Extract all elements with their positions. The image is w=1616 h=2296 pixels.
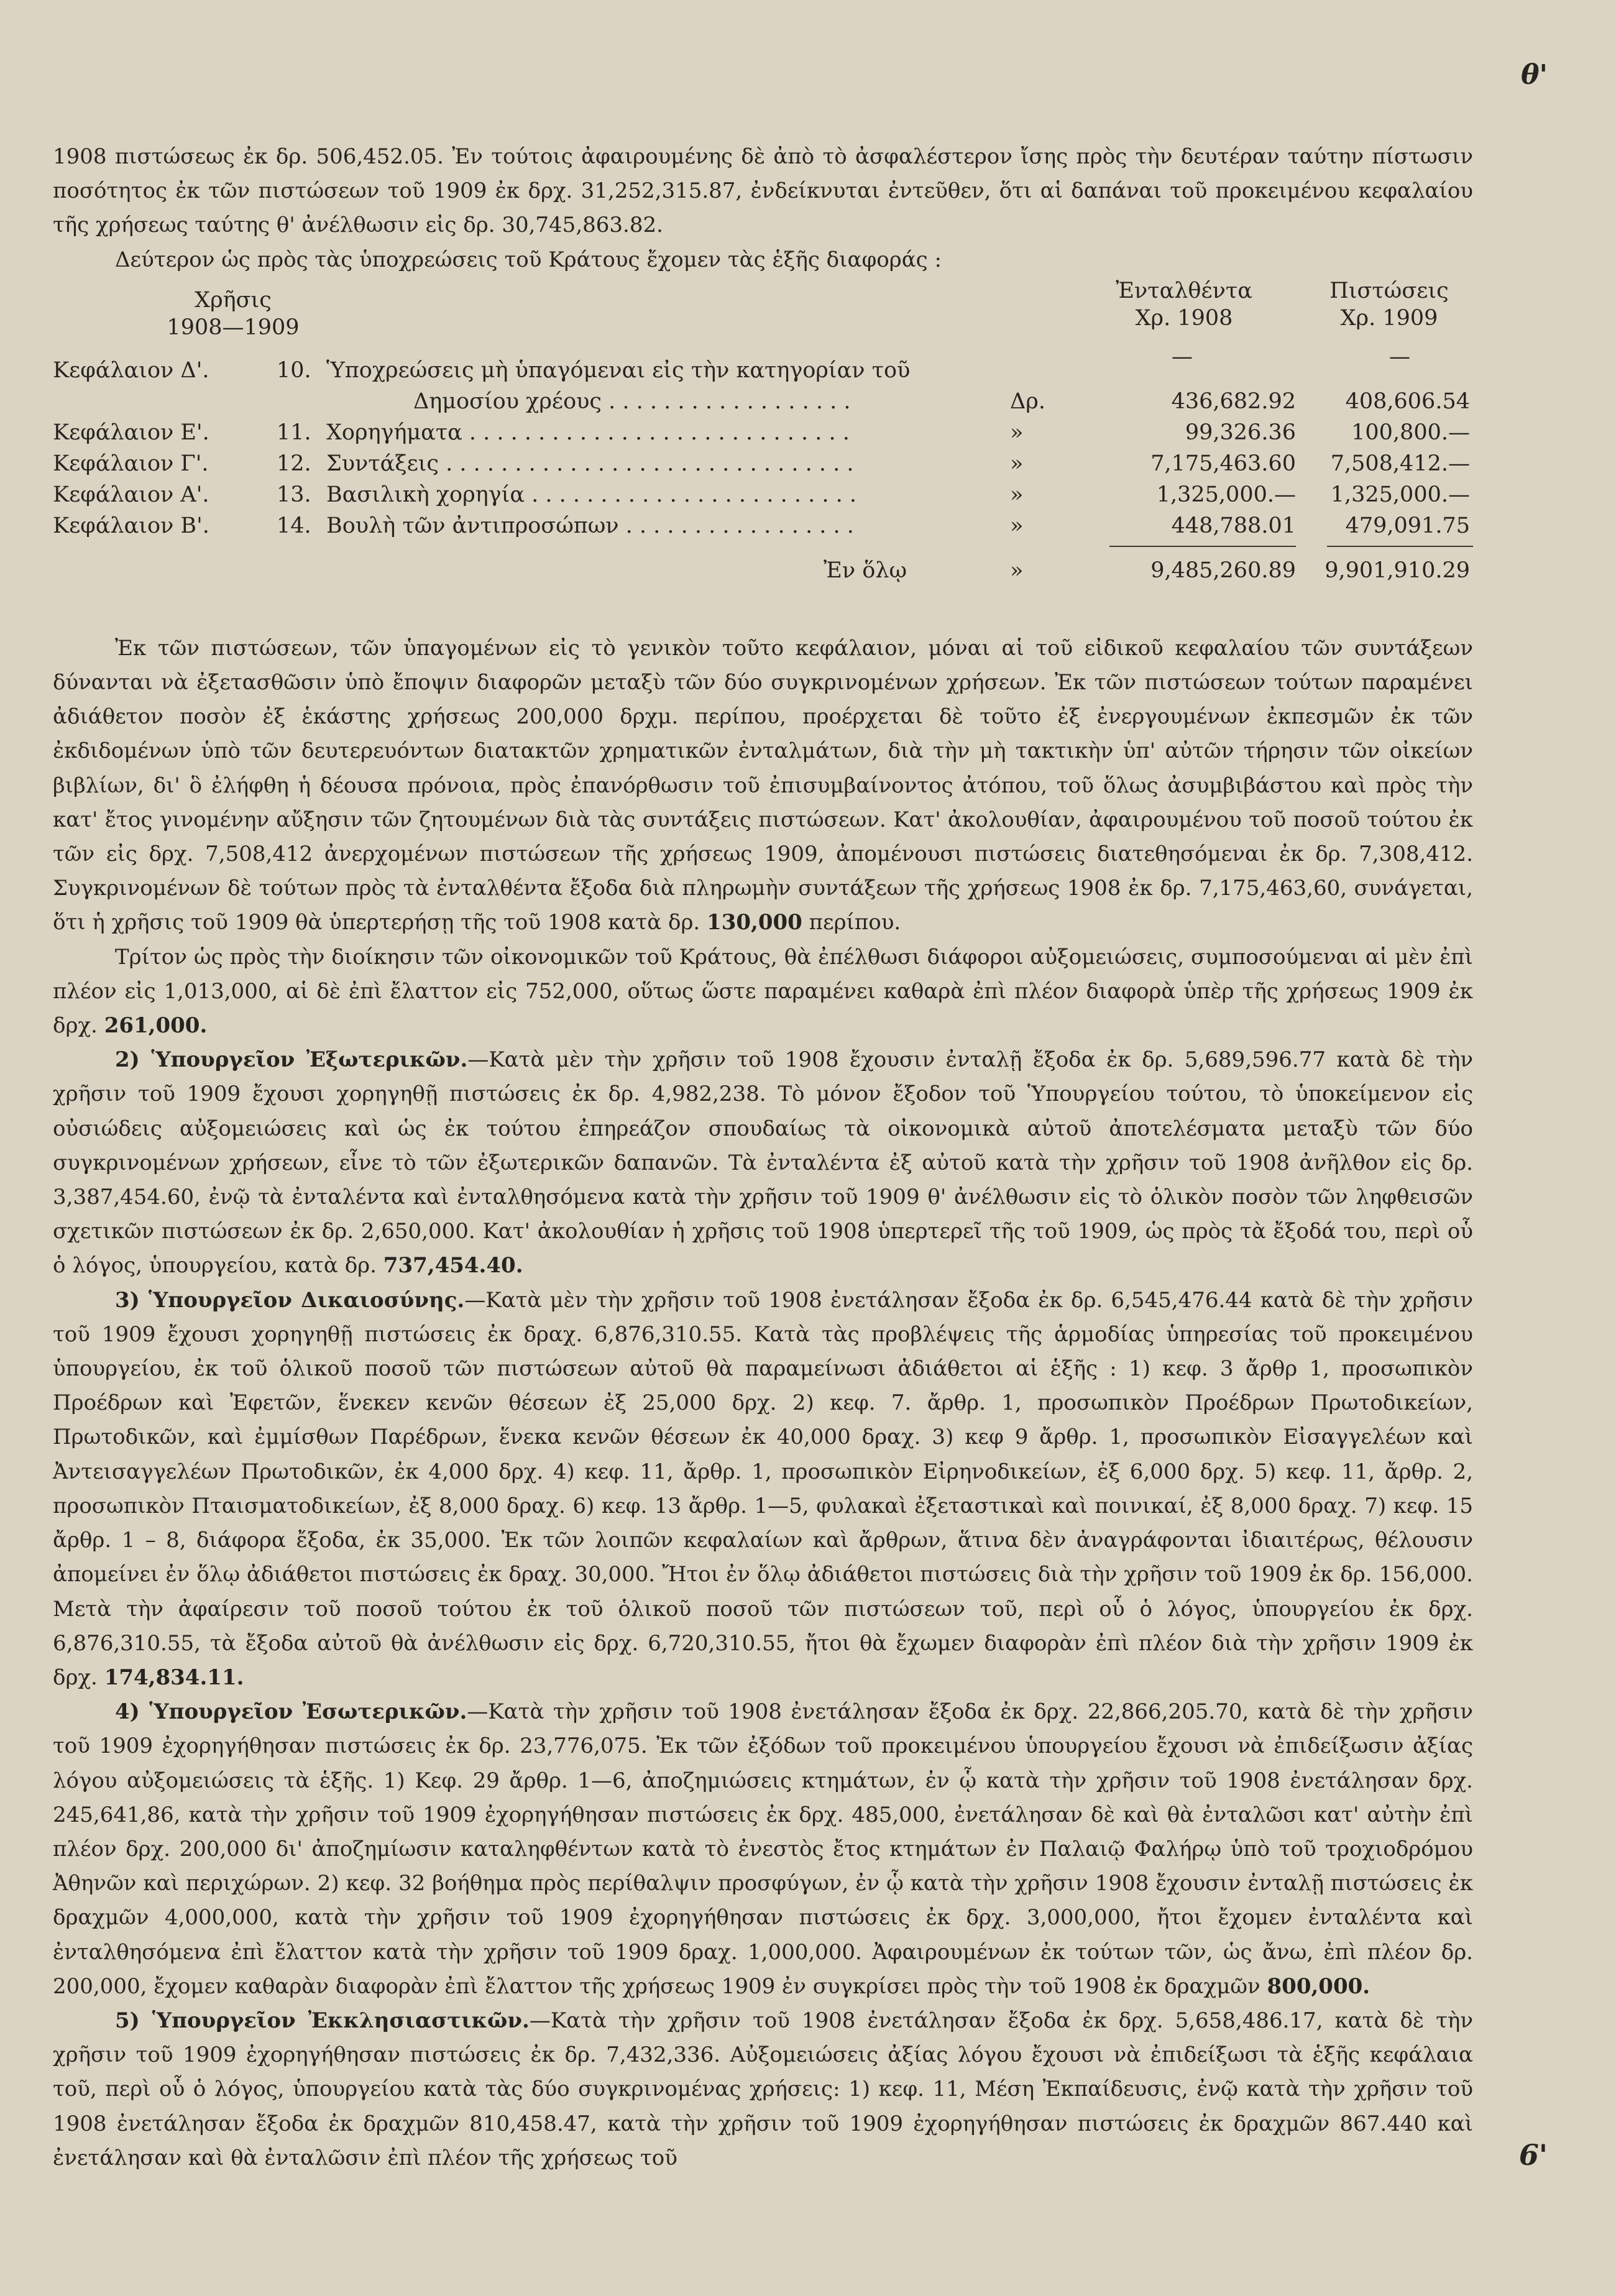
foreign-ministry-paragraph xyxy=(53,1043,1473,1283)
row-value-1909: 408,606.54 xyxy=(1345,388,1470,414)
table-row xyxy=(53,513,1473,544)
row-value-1909: 479,091.75 xyxy=(1345,513,1470,538)
table-head-col2 xyxy=(1302,277,1476,332)
table-row xyxy=(53,389,1473,420)
row-chapter: Κεφάλαιον Ε'. xyxy=(53,420,209,445)
church-ministry-text: —Κατὰ τὴν χρῆσιν τοῦ 1908 ἐνετάλησαν ἔξοδα ἐκ δρχ. 5,658,486.17, κατὰ δὲ τὴν χρῆσιν τοῦ 1909 ἐχορηγήθησαν πιστώσεις ἐκ δρ. 7,432,336. Αὐξομειώσεις ἀξίας λόγου ἔχουσι νὰ ἐπιδείξωσι τὰ ἑξῆς κεφάλαια τοῦ, περὶ οὗ ὁ λόγος, ὑπουργείου κατὰ τὰς δύο συγκρινομένας χρήσεις: 1) κεφ. 11, Μέση Ἐκπαίδευσις, ἐνῷ κατὰ τὴν χρῆσιν τοῦ 1908 ἐνετάλησαν ἔξοδα ἐκ δραχμῶν 810,458.47, κατὰ τὴν χρῆσιν τοῦ 1909 ἐχορηγήθησαν πιστώσεις ἐκ δραχμῶν 867.440 καὶ ἐνετάλησαν καὶ θὰ ἐνταλῶσιν ἐπὶ πλέον τῆς χρήσεως τοῦ xyxy=(53,2008,1473,2170)
table-sum-rule-1909 xyxy=(1327,546,1473,547)
table-sum-rule-1908 xyxy=(1109,546,1296,547)
interior-ministry-paragraph xyxy=(53,1695,1473,2004)
row-label: Βουλὴ τῶν ἀντιπροσώπων . . . . . . . . . . . . . . . . . xyxy=(326,513,854,538)
table-total-row xyxy=(53,558,1473,589)
table-head-col1 xyxy=(1072,277,1296,332)
row-value-1909: 7,508,412.— xyxy=(1330,451,1470,476)
row-value-1908: 1,325,000.— xyxy=(1156,482,1296,507)
finance-text: Τρίτον ὡς πρὸς τὴν διοίκησιν τῶν οἰκονομικῶν τοῦ Κράτους, θὰ ἐπέλθωσι διάφοροι αὐξομειώσεις, συμποσούμεναι αἱ μὲν ἐπὶ πλέον εἰς 1,013,000, αἱ δὲ ἐπὶ ἔλαττον εἰς 752,000, οὕτως ὥστε παραμένει καθαρὰ ἐπὶ πλέον διαφορὰ ὑπὲρ τῆς χρήσεως 1909 ἐκ δρχ. xyxy=(53,944,1473,1039)
justice-ministry-text: —Κατὰ μὲν τὴν χρῆσιν τοῦ 1908 ἐνετάλησαν ἔξοδα ἐκ δρ. 6,545,476.44 κατὰ δὲ τὴν χρῆσιν τοῦ 1909 ἔχουσι χορηγηθῇ πιστώσεις ἐκ δραχ. 6,876,310.55. Κατὰ τὰς προβλέψεις τῆς ἁρμοδίας ὑπηρεσίας τοῦ προκειμένου ὑπουργείου, ἐκ τοῦ ὁλικοῦ ποσοῦ τῶν πιστώσεων αὐτοῦ θὰ παραμείνωσι ἀδιάθετοι αἱ ἑξῆς : 1) κεφ. 3 ἄρθρ 1, προσωπικὸν Προέδρων καὶ Ἐφετῶν, ἕνεκεν κενῶν θέσεων ἐξ 25,000 δρχ. 2) κεφ. 7. ἄρθρ. 1, προσωπικὸν Προέδρων Πρωτοδικείων, Πρωτοδικῶν, καὶ ἐμμίσθων Παρέδρων, ἕνεκα κενῶν θέσεων ἐκ 40,000 δραχ. 3) κεφ 9 ἄρθρ. 1, προσωπικὸν Εἰσαγγελέων καὶ Ἀντεισαγγελέων Πρωτοδικῶν, ἐκ 4,000 δρχ. 4) κεφ. 11, ἄρθρ. 1, προσωπικὸν Εἰρηνοδικείων, ἐξ 6,000 δρχ. 5) κεφ. 11, ἄρθρ. 2, προσωπικὸν Πταισματοδικείων, ἐξ 8,000 δραχ. 6) κεφ. 13 ἄρθρ. 1—5, φυλακαὶ ἐξεταστικαὶ καὶ ποινικαί, ἐξ 8,000 δραχ. 7) κεφ. 15 ἄρθρ. 1 – 8, διάφορα ἔξοδα, ἐκ 35,000. Ἐκ τῶν λοιπῶν κεφαλαίων καὶ ἄρθρων, ἅτινα δὲν ἀναγράφονται ἰδιαιτέρως, θέλουσιν ἀπομείνει ἐν ὅλῳ ἀδιάθετοι πιστώσεις ἐκ δραχ. 30,000. Ἤτοι ἐν ὅλῳ ἀδιάθετοι πιστώσεις διὰ τὴν χρῆσιν τοῦ 1909 ἐκ δρ. 156,000. Μετὰ τὴν ἀφαίρεσιν τοῦ ποσοῦ τούτου ἐκ τοῦ ὁλικοῦ ποσοῦ τῶν πιστώσεων τοῦ, περὶ οὗ ὁ λόγος, ὑπουργείου ἐκ δρχ. 6,876,310.55, τὰ ἔξοδα αὐτοῦ θὰ ἀνέλθωσιν εἰς δρχ. 6,720,310.55, ἤτοι θὰ ἔχωμεν διαφορὰν ἐπὶ πλέον διὰ τὴν χρῆσιν 1909 ἐκ δρχ. xyxy=(53,1287,1474,1690)
row-label: Βασιλικὴ χορηγία . . . . . . . . . . . . . . . . . . . . . . . . xyxy=(326,482,856,507)
row-currency: » xyxy=(1010,451,1024,476)
table-head-year-range: 1908—1909 xyxy=(167,315,300,340)
row-label: Ὑποχρεώσεις μὴ ὑπαγόμεναι εἰς τὴν κατηγορίαν τοῦ xyxy=(326,357,911,383)
interior-ministry-amount: 800,000. xyxy=(1267,1973,1370,1999)
church-ministry-heading: 5) Ὑπουργεῖον Ἐκκλησιαστικῶν. xyxy=(115,2008,530,2033)
row-number: 14. xyxy=(277,513,311,538)
total-label: Ἐν ὅλῳ xyxy=(824,558,907,583)
table-row xyxy=(53,451,1473,482)
table-head-col1-label: Ἐνταλθέντα xyxy=(1116,278,1252,303)
row-value-1909: 100,800.— xyxy=(1351,420,1470,445)
pensions-text: Ἐκ τῶν πιστώσεων, τῶν ὑπαγομένων εἰς τὸ γενικὸν τοῦτο κεφάλαιον, μόναι αἱ τοῦ εἰδικοῦ κεφαλαίου τῶν συντάξεων δύνανται νὰ ἐξετασθῶσιν ὑπὸ ἔποψιν διαφορῶν μεταξὺ τῶν δύο συγκρινομένων χρήσεων. Ἐκ τῶν πιστώσεων τούτων παραμένει ἀδιάθετον ποσὸν ἐξ ἑκάστης χρήσεως 200,000 δρχμ. περίπου, προέρχεται δὲ τοῦτο ἐξ ἐνεργουμένων ἐκπεσμῶν ἐκ τῶν ἐκδιδομένων ὑπὸ τῶν δευτερευόντων διατακτῶν χρηματικῶν ἐνταλμάτων, διὰ τὴν μὴ τακτικὴν ὑπ' αὐτῶν τήρησιν τῶν οἰκείων βιβλίων, δι' ὃ ἐλήφθη ἡ δέουσα πρόνοια, πρὸς ἐπανόρθωσιν τοῦ ἐπισυμβαίνοντος ἀτόπου, τοῦ ὅλως ἀσυμβιβάστου καὶ πρὸς τὴν κατ' ἔτος γινομένην αὔξησιν τῶν ζητουμένων διὰ τὰς συντάξεις πιστώσεων. Κατ' ἀκολουθίαν, ἀφαιρουμένου τοῦ ποσοῦ τούτου ἐκ τῶν εἰς δρχ. 7,508,412 ἀνερχομένων πιστώσεων τῆς χρήσεως 1909, ἀπομένουσι πιστώσεις διατεθησόμεναι ἐκ δρ. 7,308,412. Συγκρινομένων δὲ τούτων πρὸς τὰ ἐνταλθέντα ἔξοδα διὰ πληρωμὴν συντάξεων τῆς χρήσεως 1908 ἐκ δρ. 7,175,463,60, συνάγεται, ὅτι ἡ χρῆσις τοῦ 1909 θὰ ὑπερτερήσῃ τῆς τοῦ 1908 κατὰ δρ. xyxy=(53,635,1473,935)
foreign-ministry-heading: 2) Ὑπουργεῖον Ἐξωτερικῶν. xyxy=(115,1047,468,1073)
foreign-ministry-text: —Κατὰ μὲν τὴν χρῆσιν τοῦ 1908 ἔχουσιν ἐνταλῇ ἔξοδα ἐκ δρ. 5,689,596.77 κατὰ δὲ τὴν χρῆσιν τοῦ 1909 ἔχουσι χορηγηθῇ πιστώσεις ἐκ δρ. 4,982,238. Τὸ μόνον ἔξοδον τοῦ Ὑπουργείου τούτου, τὸ ὑποκείμενον εἰς οὐσιώδεις αὐξομειώσεις καὶ ὡς ἐκ τούτου ἐπηρεάζον σπουδαίως τὰ οἰκονομικὰ αὐτοῦ ἀποτελέσματα μεταξὺ τῶν δύο συγκρινομένων χρήσεων, εἶνε τὸ τῶν ἐξωτερικῶν δαπανῶν. Τὰ ἐνταλέντα ἐξ αὐτοῦ κατὰ τὴν χρῆσιν τοῦ 1908 ἀνῆλθον εἰς δρ. 3,387,454.60, ἐνῷ τὰ ἐνταλέντα καὶ ἐνταλθησόμενα κατὰ τὴν χρῆσιν τοῦ 1909 θ' ἀνέλθωσιν εἰς τὸ ὁλικὸν ποσὸν τῶν ληφθεισῶν σχετικῶν πιστώσεων ἐκ δρ. 2,650,000. Κατ' ἀκολουθίαν ἡ χρῆσις τοῦ 1908 ὑπερτερεῖ τῆς τοῦ 1909, ὡς πρὸς τὰ ἔξοδά του, περὶ οὗ ὁ λόγος, ὑπουργείου, κατὰ δρ. xyxy=(53,1047,1473,1279)
row-number: 13. xyxy=(277,482,311,507)
row-number: 10. xyxy=(277,357,311,383)
table-head-col2-year: Χρ. 1909 xyxy=(1340,305,1438,331)
row-currency: Δρ. xyxy=(1010,388,1045,414)
row-value-1908: 7,175,463.60 xyxy=(1150,451,1296,476)
row-value-1908: 99,326.36 xyxy=(1185,420,1296,445)
row-currency: » xyxy=(1010,420,1024,445)
row-label: Συντάξεις . . . . . . . . . . . . . . . . . . . . . . . . . . . . . . xyxy=(326,451,854,476)
row-value-1909: 1,325,000.— xyxy=(1330,482,1470,507)
row-number: 11. xyxy=(277,420,311,445)
intro-paragraph: 1908 πιστώσεως ἐκ δρ. 506,452.05. Ἐν τούτοις ἀφαιρουμένης δὲ ἀπὸ τὸ ἀσφαλέστερον ἴσης πρὸς τὴν δευτέραν ταύτην πίστωσιν ποσότητος ἐκ τῶν πιστώσεων τοῦ 1909 ἐκ δρχ. 31,252,315.87, ἐνδείκνυται ἐντεῦθεν, ὅτι αἱ δαπάναι τοῦ προκειμένου κεφαλαίου τῆς χρήσεως ταύτης θ' ἀνέλθωσιν εἰς δρ. 30,745,863.82. xyxy=(53,144,1473,238)
table-head-year xyxy=(90,287,376,341)
table-row xyxy=(53,482,1473,513)
liabilities-intro: Δεύτερον ὡς πρὸς τὰς ὑποχρεώσεις τοῦ Κράτους ἔχομεν τὰς ἑξῆς διαφοράς : xyxy=(115,247,942,272)
page-folio-top: θ' xyxy=(1521,59,1548,91)
pensions-paragraph xyxy=(53,631,1473,940)
table-dash-col1: — xyxy=(1172,344,1193,369)
justice-ministry-heading: 3) Ὑπουργεῖον Δικαιοσύνης. xyxy=(115,1287,465,1313)
table-head-year-label: Χρῆσις xyxy=(195,287,272,313)
row-currency: » xyxy=(1010,513,1024,538)
pensions-tail: περίπου. xyxy=(809,910,901,935)
document-body xyxy=(53,140,1473,2175)
row-currency: » xyxy=(1010,482,1024,507)
foreign-ministry-amount: 737,454.40. xyxy=(383,1253,523,1279)
row-value-1908: 436,682.92 xyxy=(1171,388,1296,414)
church-ministry-paragraph xyxy=(53,2004,1473,2175)
interior-ministry-text: —Κατὰ τὴν χρῆσιν τοῦ 1908 ἐνετάλησαν ἔξοδα ἐκ δρχ. 22,866,205.70, κατὰ δὲ τὴν χρῆσιν τοῦ 1909 ἐχορηγήθησαν πιστώσεις ἐκ δρ. 23,776,075. Ἐκ τῶν ἐξόδων τοῦ προκειμένου ὑπουργείου ἔχουσι νὰ ἐπιδείξωσιν ἀξίας λόγου αὐξομειώσεις τὰ ἑξῆς. 1) Κεφ. 29 ἄρθρ. 1—6, ἀποζημιώσεις κτημάτων, ἐν ᾧ κατὰ τὴν χρῆσιν τοῦ 1908 ἐνετάλησαν δρχ. 245,641,86, κατὰ τὴν χρῆσιν τοῦ 1909 ἐχορηγήθησαν πιστώσεις ἐκ δρχ. 485,000, ἐνετάλησαν δὲ καὶ θὰ ἐνταλῶσι κατ' αὐτὴν ἐπὶ πλέον δρχ. 200,000 δι' ἀποζημίωσιν καταληφθέντων κατὰ τὸ ἐνεστὸς ἔτος κτημάτων ἐν Παλαιῷ Φαλήρῳ ὑπὸ τοῦ τροχιοδρόμου Ἀθηνῶν καὶ περιχώρων. 2) κεφ. 32 βοήθημα πρὸς περίθαλψιν προσφύγων, ἐν ᾧ κατὰ τὴν χρῆσιν 1908 ἔχουσιν ἐνταλῇ πιστώσεις ἐκ δραχμῶν 4,000,000, κατὰ τὴν χρῆσιν τοῦ 1909 ἐχορηγήθησαν πιστώσεις ἐκ δρχ. 3,000,000, ἤτοι ἔχομεν ἐνταλέντα καὶ ἐνταλθησόμενα ἐπὶ ἔλαττον κατὰ τὴν χρῆσιν τοῦ 1909 δραχ. 1,000,000. Ἀφαιρουμένων ἐκ τούτων τῶν, ὡς ἄνω, ἐπὶ πλέον δρ. 200,000, ἔχομεν καθαρὰν διαφορὰν ἐπὶ ἔλαττον τῆς χρήσεως 1909 ἐν συγκρίσει πρὸς τὴν τοῦ 1908 ἐκ δραχμῶν xyxy=(53,1699,1473,1999)
table-head-col2-label: Πιστώσεις xyxy=(1329,278,1449,303)
row-label: Δημοσίου χρέους . . . . . . . . . . . . . . . . . . xyxy=(413,388,851,414)
justice-ministry-paragraph xyxy=(53,1283,1473,1695)
page-folio-bottom: 6' xyxy=(1518,2138,1548,2172)
row-chapter: Κεφάλαιον Γ'. xyxy=(53,451,209,476)
row-label: Χορηγήματα . . . . . . . . . . . . . . . . . . . . . . . . . . . . xyxy=(326,420,850,445)
liabilities-table xyxy=(53,277,1473,631)
table-head-col1-year: Χρ. 1908 xyxy=(1135,305,1233,331)
justice-ministry-amount: 174,834.11. xyxy=(104,1665,244,1690)
total-value-1909: 9,901,910.29 xyxy=(1324,558,1470,583)
row-number: 12. xyxy=(277,451,311,476)
table-row xyxy=(53,420,1473,451)
interior-ministry-heading: 4) Ὑπουργεῖον Ἐσωτερικῶν. xyxy=(115,1699,467,1725)
table-row xyxy=(53,358,1473,389)
finance-amount: 261,000. xyxy=(104,1013,208,1039)
total-value-1908: 9,485,260.89 xyxy=(1150,558,1296,583)
total-currency: » xyxy=(1010,558,1024,583)
row-chapter: Κεφάλαιον Α'. xyxy=(53,482,209,507)
pensions-amount: 130,000 xyxy=(707,910,802,935)
row-chapter: Κεφάλαιον Β'. xyxy=(53,513,209,538)
row-chapter: Κεφάλαιον Δ'. xyxy=(53,357,209,383)
table-dash-col2: — xyxy=(1389,344,1410,369)
finance-paragraph xyxy=(53,940,1473,1044)
row-value-1908: 448,788.01 xyxy=(1171,513,1296,538)
